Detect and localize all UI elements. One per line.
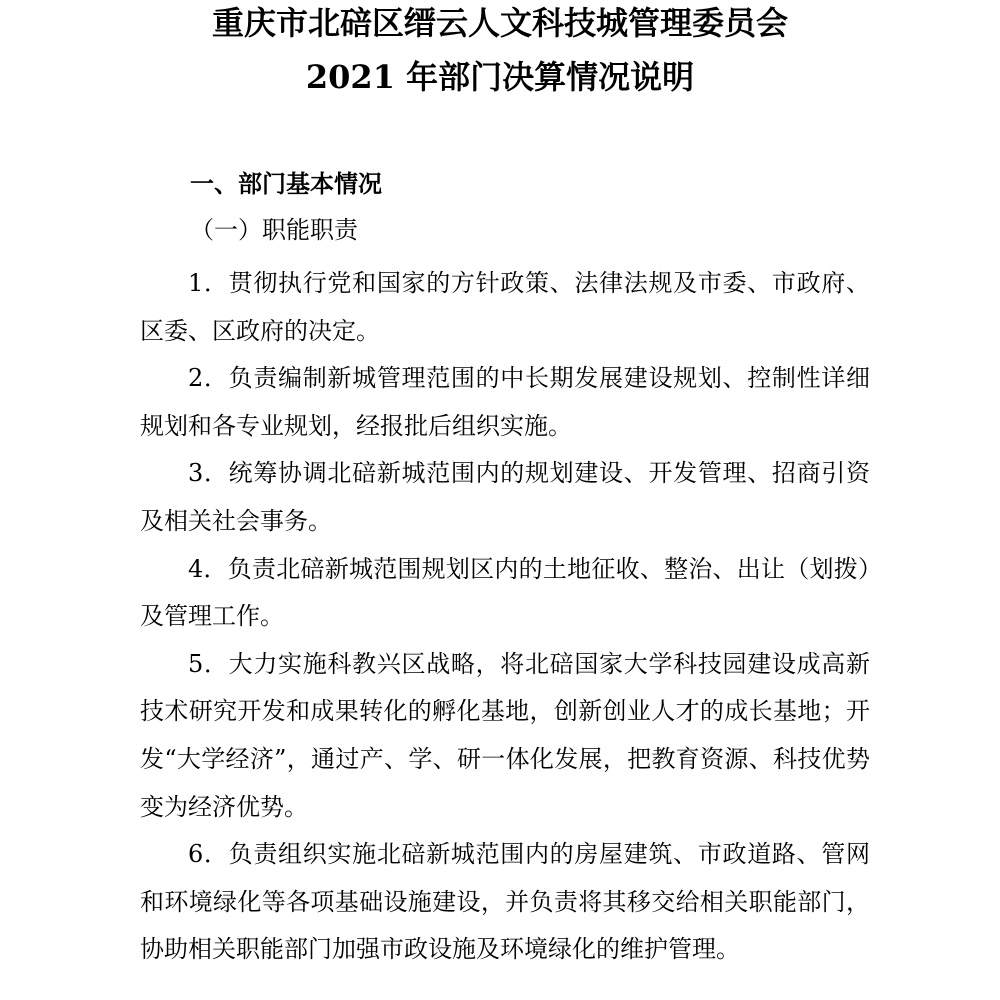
paragraph-6: 6．负责组织实施北碚新城范围内的房屋建筑、市政道路、管网和环境绿化等各项基础设施建设，并负责将其移交给相关职能部门，协助相关职能部门加强市政设施及环境绿化的维护管理。 (140, 840, 870, 964)
section-heading-basic-info: 一、部门基本情况 (190, 170, 382, 198)
document-body (140, 260, 870, 974)
subsection-heading-functions: （一）职能职责 (190, 216, 358, 244)
paragraph-5: 5．大力实施科教兴区战略，将北碚国家大学科技园建设成高新技术研究开发和成果转化的孵化基地，创新创业人才的成长基地；开发“大学经济”，通过产、学、研一体化发展，把教育资源、科技优势变为经济优势。 (140, 649, 870, 821)
document-title-line-2: 2021 年部门决算情况说明 (305, 58, 695, 96)
document-title-line-1: 重庆市北碚区缙云人文科技城管理委员会 (211, 4, 788, 42)
paragraph-3: 3．统筹协调北碚新城范围内的规划建设、开发管理、招商引资及相关社会事务。 (140, 459, 870, 535)
paragraph-4: 4．负责北碚新城范围规划区内的土地征收、整治、出让（划拨）及管理工作。 (140, 554, 870, 631)
paragraph-2: 2．负责编制新城管理范围的中长期发展建设规划、控制性详细规划和各专业规划，经报批后组织实施。 (140, 364, 870, 440)
paragraph-1: 1．贯彻执行党和国家的方针政策、法律法规及市委、市政府、区委、区政府的决定。 (140, 269, 870, 345)
